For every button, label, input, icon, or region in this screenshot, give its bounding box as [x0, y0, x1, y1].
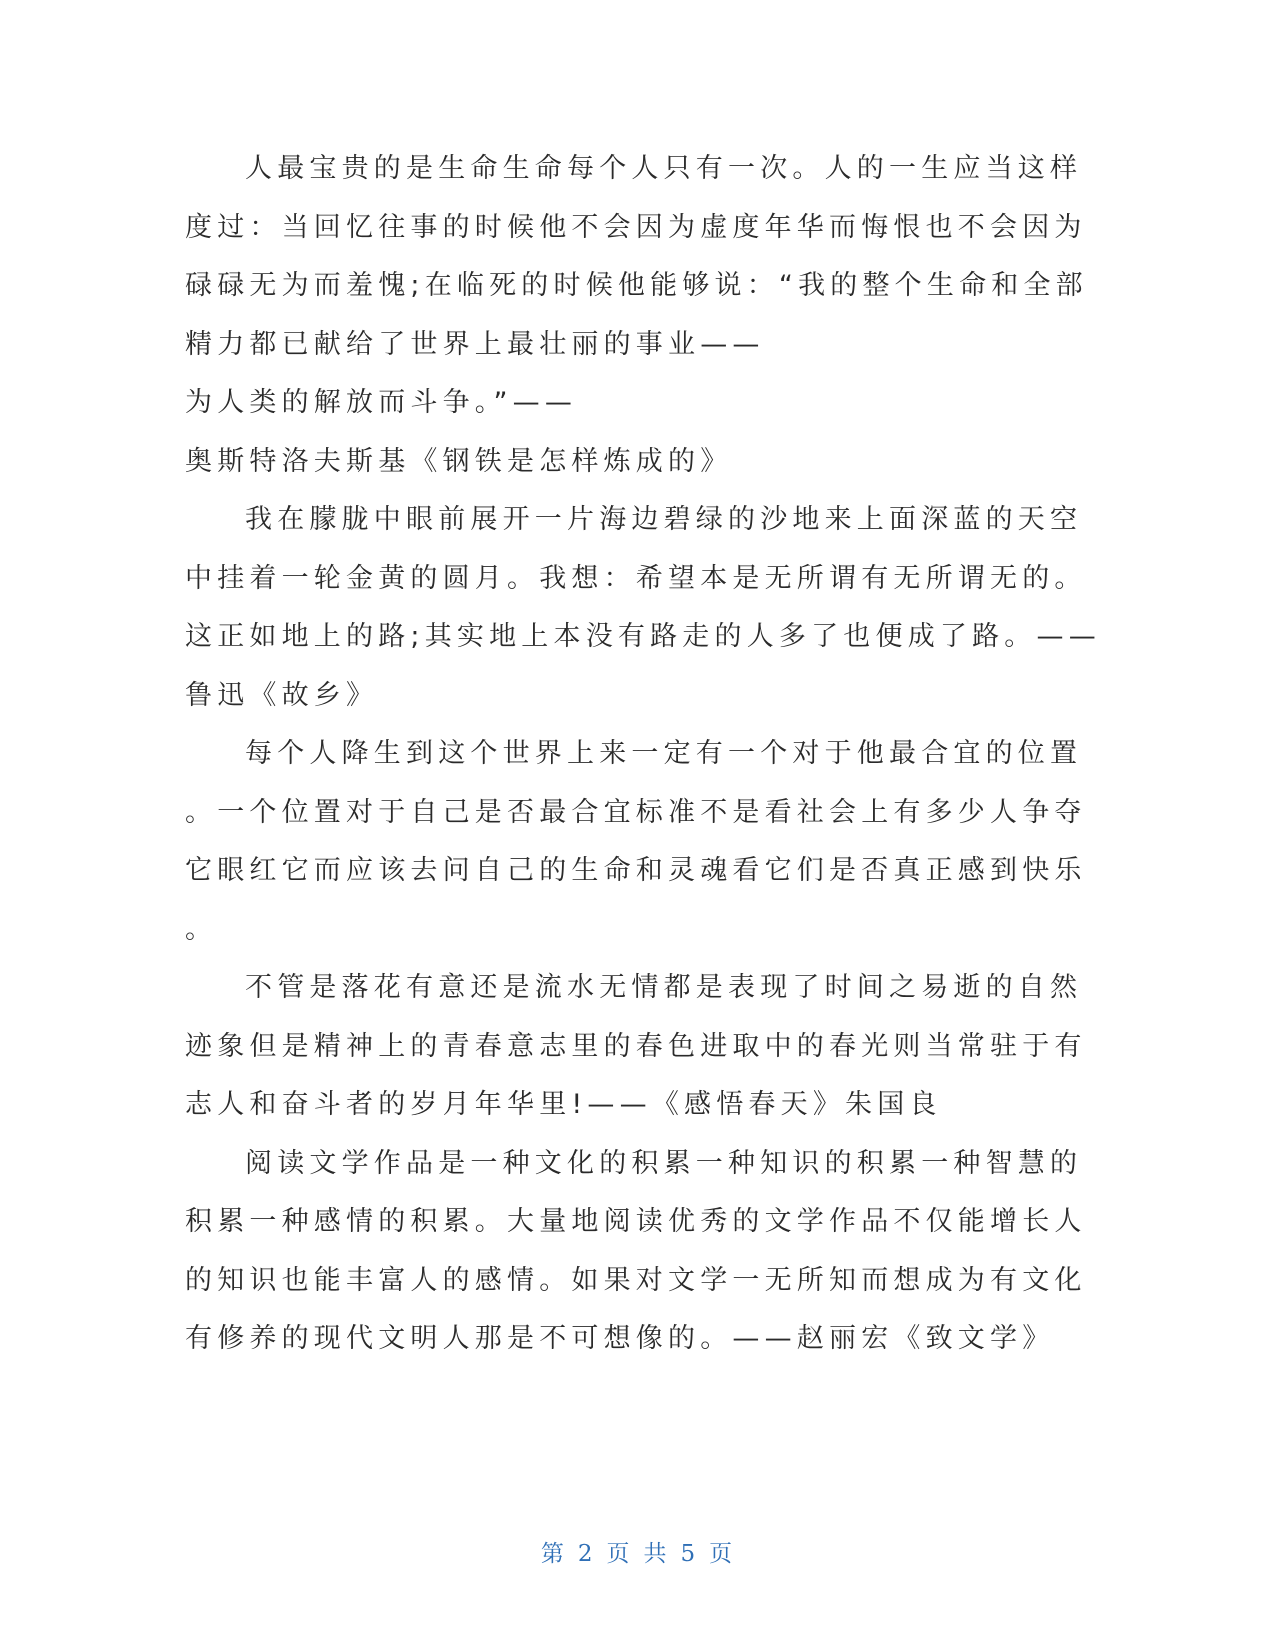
footer-current-page: 2: [577, 1541, 595, 1567]
paragraph-4: [185, 959, 1087, 1135]
paragraph-line: 志人和奋斗者的岁月年华里!——《感悟春天》朱国良: [185, 1089, 942, 1120]
paragraph-line: 碌碌无为而羞愧;在临死的时候他能够说：“我的整个生命和全部: [185, 270, 1088, 301]
paragraph-line: 中挂着一轮金黄的圆月。我想：希望本是无所谓有无所谓无的。: [185, 562, 1087, 594]
footer-total-word: 共: [643, 1541, 669, 1567]
paragraph-5: [185, 1135, 1087, 1369]
page-body: [185, 140, 1101, 1369]
paragraph-line: 这正如地上的路;其实地上本没有路走的人多了也便成了路。——: [185, 621, 1101, 652]
page-footer: [0, 1535, 1275, 1568]
paragraph-1: [185, 140, 1088, 491]
paragraph-line: 不管是落花有意还是流水无情都是表现了时间之易逝的自然: [245, 972, 1083, 1003]
footer-total-pages: 5: [680, 1541, 698, 1567]
paragraph-line: 有修养的现代文明人那是不可想像的。——赵丽宏《致文学》: [185, 1323, 1055, 1354]
paragraph-line: 为人类的解放而斗争。”——: [185, 387, 578, 418]
paragraph-line: 奥斯特洛夫斯基《钢铁是怎样炼成的》: [185, 445, 733, 477]
paragraph-line: 人最宝贵的是生命生命每个人只有一次。人的一生应当这样: [245, 153, 1083, 184]
paragraph-line: 积累一种感情的积累。大量地阅读优秀的文学作品不仅能增长人: [185, 1206, 1087, 1237]
paragraph-line: 精力都已献给了世界上最壮丽的事业——: [185, 328, 765, 360]
paragraph-line: 的知识也能丰富人的感情。如果对文学一无所知而想成为有文化: [185, 1264, 1087, 1296]
paragraph-line: 。一个位置对于自己是否最合宜标准不是看社会上有多少人争夺: [185, 796, 1087, 828]
paragraph-2: [185, 491, 1101, 725]
paragraph-line: 我在朦胧中眼前展开一片海边碧绿的沙地来上面深蓝的天空: [245, 504, 1083, 535]
paragraph-line: 度过：当回忆往事的时候他不会因为虚度年华而悔恨也不会因为: [185, 211, 1087, 243]
footer-suffix: 页: [709, 1541, 735, 1567]
footer-prefix: 第: [540, 1541, 566, 1567]
paragraph-line: 它眼红它而应该去问自己的生命和灵魂看它们是否真正感到快乐: [185, 855, 1087, 886]
footer-page-word: 页: [606, 1541, 632, 1567]
paragraph-3: [185, 725, 1087, 959]
paragraph-line: 。: [185, 913, 218, 945]
paragraph-line: 每个人降生到这个世界上来一定有一个对于他最合宜的位置: [245, 738, 1083, 769]
paragraph-line: 迹象但是精神上的青春意志里的春色进取中的春光则当常驻于有: [185, 1030, 1087, 1062]
paragraph-line: 阅读文学作品是一种文化的积累一种知识的积累一种智慧的: [245, 1147, 1083, 1179]
paragraph-line: 鲁迅《故乡》: [185, 679, 379, 711]
